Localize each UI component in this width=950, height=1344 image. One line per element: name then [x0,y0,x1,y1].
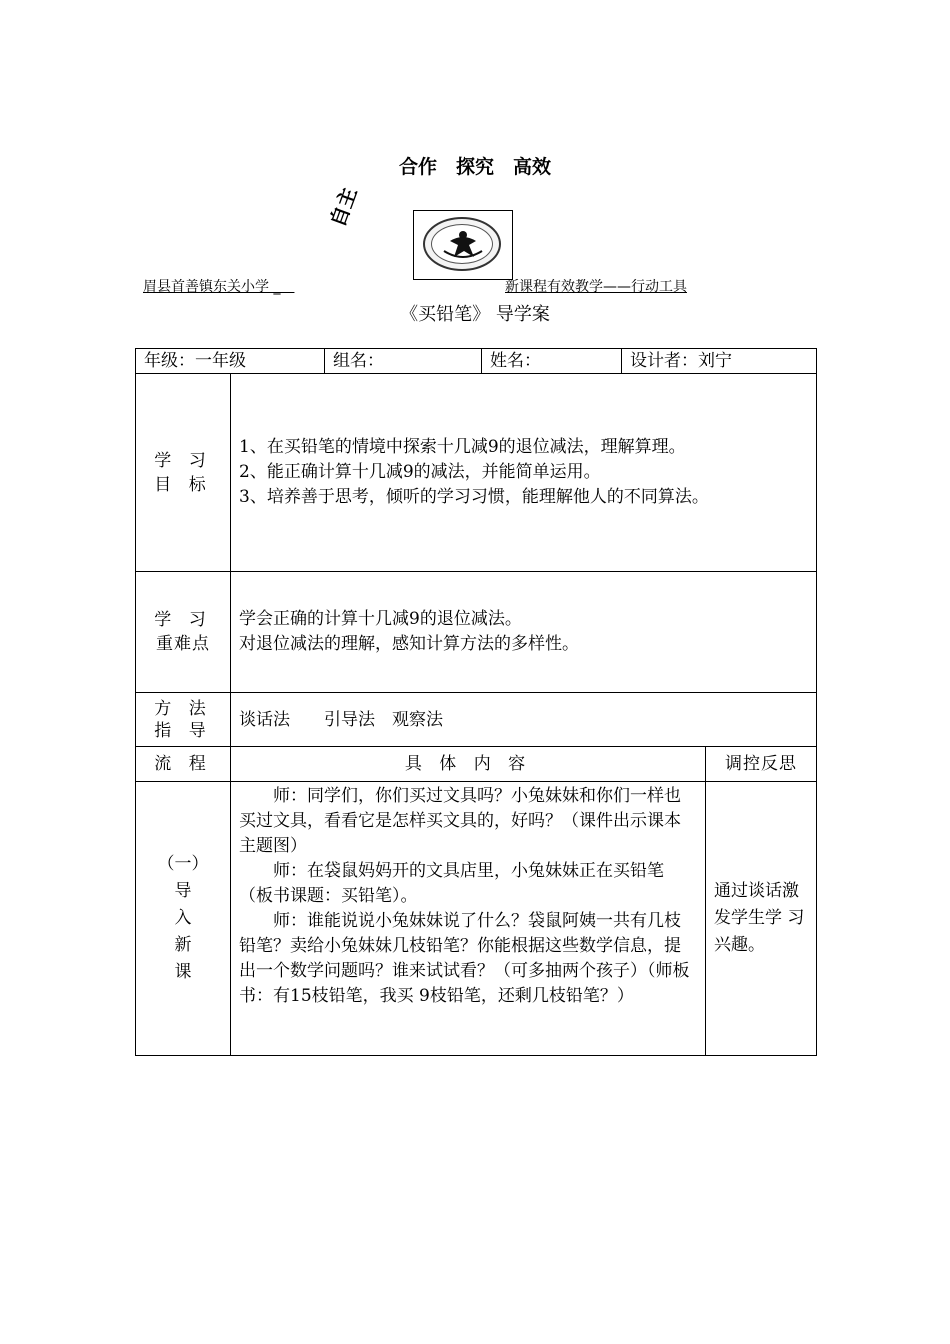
goal-item: 2、能正确计算十几减9的减法，并能简单运用。 [239,462,601,482]
section-label-line: 课 [174,962,192,982]
methods-label-line1: 方 法 [154,698,212,719]
section-intro-row [136,782,817,1056]
section-intro-label [136,782,231,1056]
process-header-row [136,747,817,782]
goals-label-line1: 学 习 [154,450,212,471]
rotated-word: 自主 [325,184,362,230]
methods-label [136,693,231,747]
reflection-header: 调控反思 [706,747,817,782]
intro-paragraph: 师：在袋鼠妈妈开的文具店里，小兔妹妹正在买铅笔（板书课题：买铅笔）。 [239,861,664,906]
group-cell: 组名： [325,349,482,374]
designer-cell: 设计者：刘宁 [622,349,817,374]
section-label-line: 新 [174,935,192,955]
methods-content: 谈话法 引导法 观察法 [231,693,817,747]
subtitle: 新课程有效教学——行动工具 [505,279,687,295]
key-points-label-line2: 重难点 [156,634,210,654]
goals-label [136,374,231,572]
intro-paragraph: 师：谁能说说小兔妹妹说了什么？袋鼠阿姨一共有几枝铅笔？卖给小兔妹妹几枝铅笔？你能根据这些数学信息，提出一个数学问题吗？谁来试试看？（可多抽两个孩子）（师板书：有15枝铅笔，我买 9枝铅笔，还剩几枝铅笔？） [239,911,690,1006]
key-point-item: 对退位减法的理解，感知计算方法的多样性。 [239,634,579,654]
section-intro-content [231,782,706,1056]
key-points-row [136,572,817,693]
key-point-item: 学会正确的计算十几减9的退位减法。 [239,609,522,629]
section-label-line: （一） [157,854,209,874]
grade-cell: 年级：一年级 [136,349,325,374]
flow-header: 流 程 [136,747,231,782]
document-title: 《买铅笔》 导学案 [400,304,550,325]
goals-row [136,374,817,572]
goal-item: 1、在买铅笔的情境中探索十几减9的退位减法，理解算理。 [239,437,686,457]
school-name: 眉县首善镇东关小学 _ [143,279,295,295]
key-points-content [231,572,817,693]
school-logo [413,210,513,280]
goal-item: 3、培养善于思考，倾听的学习习惯，能理解他人的不同算法。 [239,487,709,507]
info-row [136,349,817,374]
goals-content [231,374,817,572]
methods-label-line2: 指 导 [154,720,212,741]
key-points-label [136,572,231,693]
key-points-label-line1: 学 习 [154,610,212,630]
motto-heading: 合作 探究 高效 [398,156,551,178]
section-intro-reflection: 通过谈话激发学生学 习 兴趣。 [706,782,817,1056]
goals-label-line2: 目 标 [154,474,212,495]
methods-row [136,693,817,747]
content-header: 具 体 内 容 [231,747,706,782]
name-cell: 姓名： [482,349,622,374]
lesson-plan-table [135,348,817,1056]
intro-paragraph: 师：同学们，你们买过文具吗？小兔妹妹和你们一样也买过文具，看看它是怎样买文具的，好吗？（课件出示课本主题图） [239,786,681,856]
section-label-line: 导 [174,881,192,901]
logo-figure-icon [414,211,512,279]
section-label-line: 入 [174,908,192,928]
